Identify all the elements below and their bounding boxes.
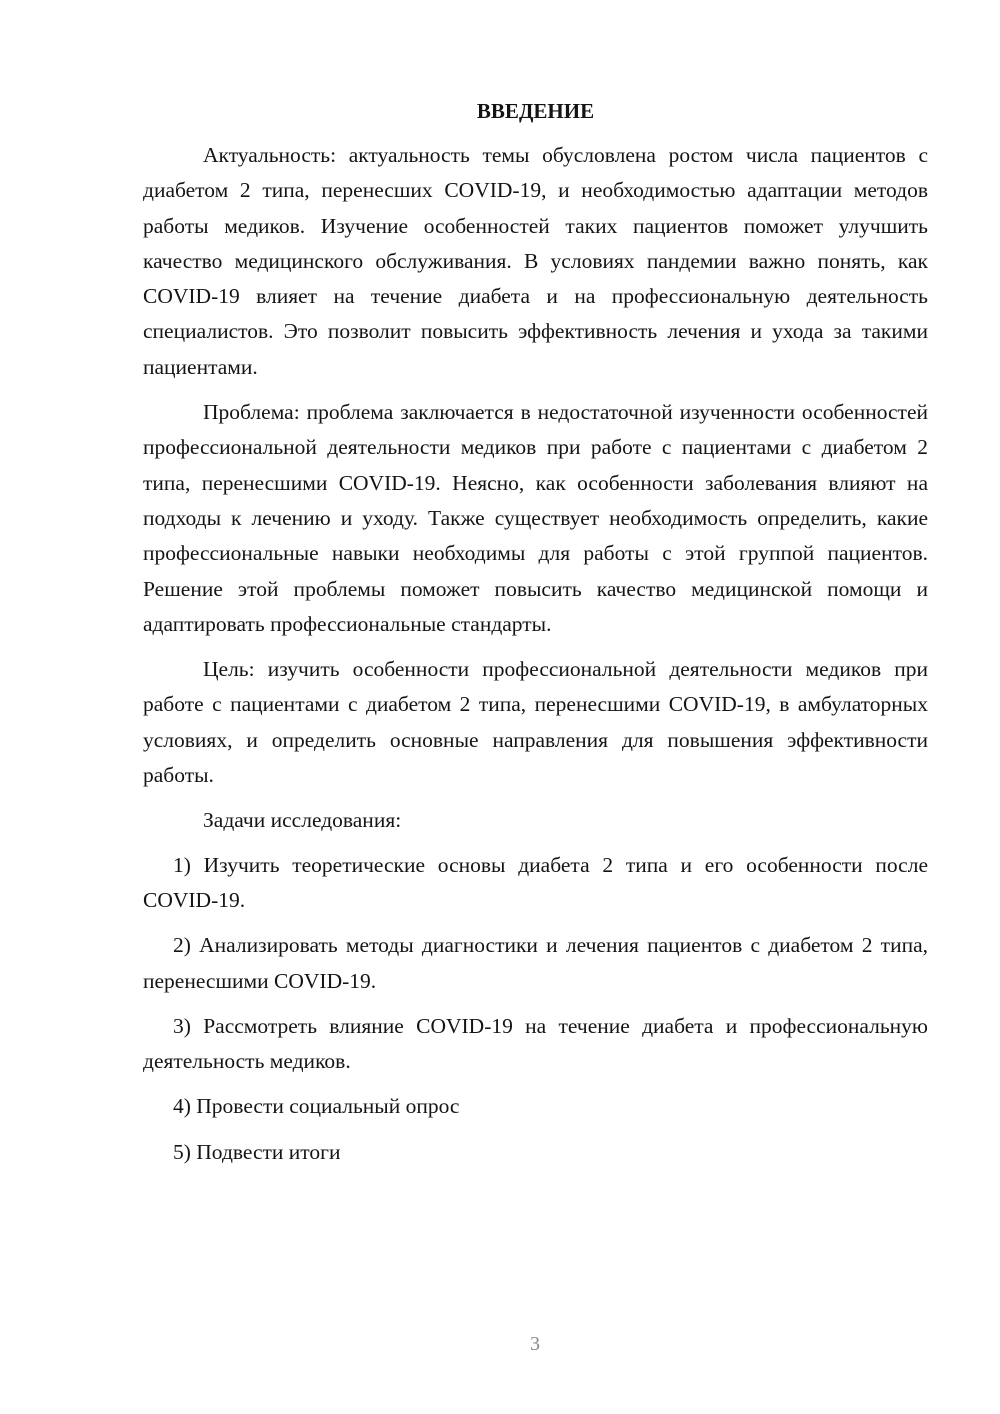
- task-item-4: 4) Провести социальный опрос: [173, 1094, 460, 1119]
- document-page: [143, 95, 928, 1180]
- paragraph-problem: Проблема: проблема заключается в недостаточной изученности особенностей профессиональной деятельности медиков при работе с пациентами с диабетом 2 типа, перенесшими COVID-19. Неясно, как особенности заболевания влияют на подходы к лечению и уходу. Также существует необходимость определить, какие профессиональные навыки необходимы для работы с этой группой пациентов. Решение этой проблемы поможет повысить качество медицинской помощи и адаптировать профессиональные стандарты.: [143, 400, 928, 636]
- section-heading: ВВЕДЕНИЕ: [476, 99, 595, 123]
- tasks-title: Задачи исследования:: [203, 808, 402, 833]
- page-number: 3: [530, 1333, 540, 1355]
- task-item-2: 2) Анализировать методы диагностики и лечения пациентов с диабетом 2 типа, перенесшими COVID-19.: [143, 933, 928, 993]
- task-item-5: 5) Подвести итоги: [173, 1139, 341, 1164]
- paragraph-goal: Цель: изучить особенности профессиональной деятельности медиков при работе с пациентами с диабетом 2 типа, перенесшими COVID-19, в амбулаторных условиях, и определить основные направления для повышения эффективности работы.: [143, 657, 928, 788]
- task-item-1: 1) Изучить теоретические основы диабета 2 типа и его особенности после COVID-19.: [143, 852, 928, 912]
- paragraph-relevance: Актуальность: актуальность темы обусловлена ростом числа пациентов с диабетом 2 типа, перенесших COVID-19, и необходимостью адаптации методов работы медиков. Изучение особенностей таких пациентов поможет улучшить качество медицинского обслуживания. В условиях пандемии важно понять, как COVID-19 влияет на течение диабета и на профессиональную деятельность специалистов. Это позволит повысить эффективность лечения и ухода за такими пациентами.: [143, 143, 928, 379]
- task-item-3: 3) Рассмотреть влияние COVID-19 на течение диабета и профессиональную деятельность медиков.: [143, 1013, 928, 1074]
